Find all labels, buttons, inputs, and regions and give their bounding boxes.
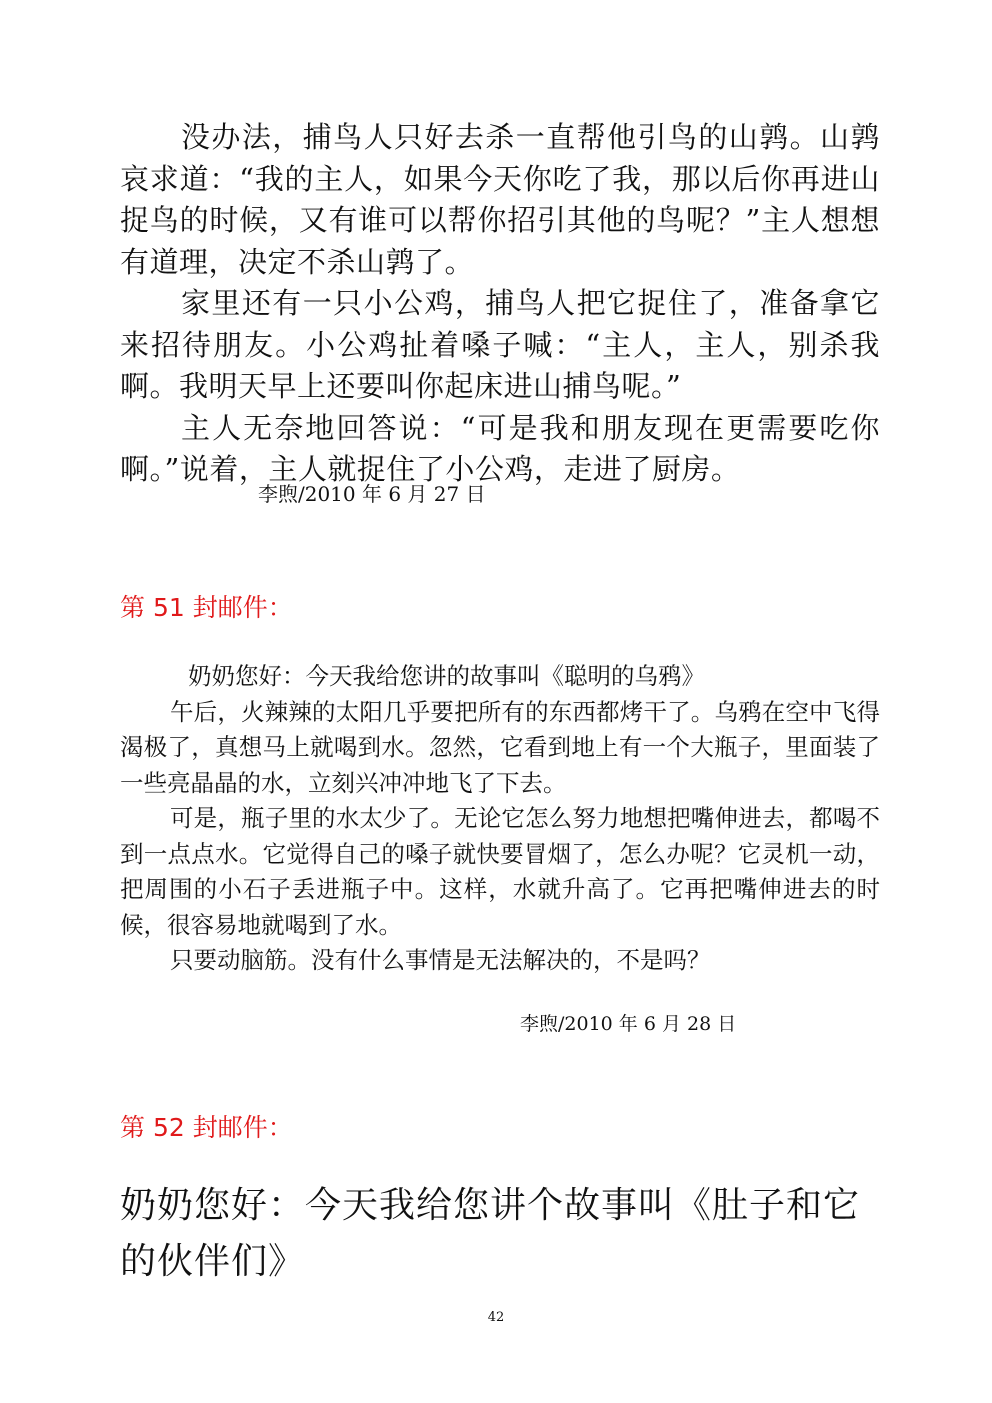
email-greeting: 奶奶您好：今天我给您讲的故事叫《聪明的乌鸦》 (188, 662, 705, 690)
signature-date: 李煦/2010 年 6 月 28 日 (520, 1013, 737, 1035)
signature-date: 李煦/2010 年 6 月 27 日 (258, 482, 486, 506)
paragraph: 家里还有一只小公鸡，捕鸟人把它捉住了，准备拿它来招待朋友。小公鸡扯着嗓子喊：“主人，主人，别杀我啊。我明天早上还要叫你起床进山捕鸟呢。” (120, 286, 880, 403)
paragraph: 午后，火辣辣的太阳几乎要把所有的东西都烤干了。乌鸦在空中飞得渴极了，真想马上就喝到水。忽然，它看到地上有一个大瓶子，里面装了一些亮晶晶的水，立刻兴冲冲地飞了下去。 (120, 697, 880, 797)
email-heading-51: 第 51 封邮件： (120, 593, 293, 622)
story-continuation (120, 117, 880, 491)
paragraph: 只要动脑筋。没有什么事情是无法解决的，不是吗？ (170, 946, 711, 974)
paragraph: 没办法，捕鸟人只好去杀一直帮他引鸟的山鹑。山鹑哀求道：“我的主人，如果今天你吃了我，那以后你再进山捉鸟的时候，又有谁可以帮你招引其他的鸟呢？”主人想想有道理，决定不杀山鹑了。 (120, 120, 880, 279)
page-number: 42 (487, 1310, 505, 1325)
email-heading-52: 第 52 封邮件： (120, 1113, 293, 1142)
paragraph: 主人无奈地回答说：“可是我和朋友现在更需要吃你啊。”说着，主人就捉住了小公鸡，走进了厨房。 (120, 410, 880, 486)
email-52-greeting: 奶奶您好：今天我给您讲个故事叫《肚子和它的伙伴们》 (120, 1185, 861, 1282)
email-51-body (120, 659, 880, 979)
paragraph: 可是，瓶子里的水太少了。无论它怎么努力地想把嘴伸进去，都喝不到一点点水。它觉得自己的嗓子就快要冒烟了，怎么办呢？它灵机一动，把周围的小石子丢进瓶子中。这样，水就升高了。它再把嘴伸进去的时候，很容易地就喝到了水。 (120, 804, 880, 939)
